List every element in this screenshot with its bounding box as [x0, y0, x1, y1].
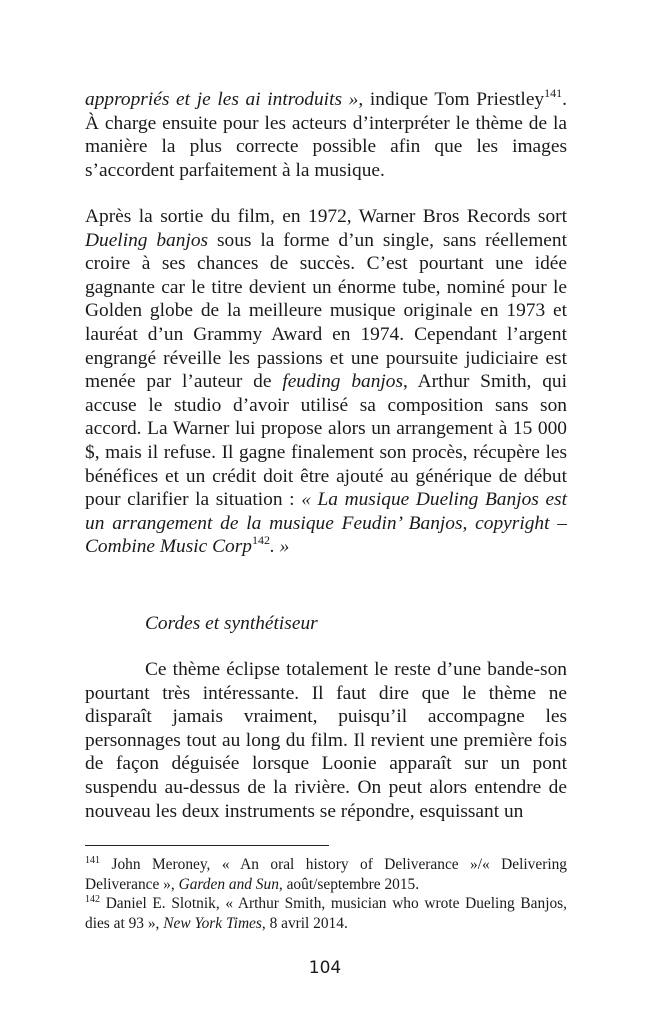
footnote-text-b: , 8 avril 2014.	[261, 914, 348, 932]
footnote-source: Garden and Sun	[178, 875, 279, 893]
page-number: 104	[308, 958, 342, 978]
paragraph-2-text-a: Après la sortie du film, en 1972, Warner Bros Records sort	[85, 206, 567, 227]
footnote-source: New York Times	[163, 914, 262, 932]
credit-quote-close: . »	[269, 536, 290, 558]
footnote-ref-141[interactable]: 141	[544, 86, 563, 100]
paragraph-1	[85, 88, 567, 182]
footnote-number: 141	[85, 855, 100, 866]
paragraph-2	[85, 205, 567, 559]
paragraph-3-text: Ce thème éclipse totalement le reste d’une bande-son pourtant très intéressante. Il faut dire que le thème ne disparaît jamais vraiment, puisqu’il accompagne les personnages tout au long du film. Il revient une première fois de façon déguisée lorsque Loonie apparaît sur un pont suspendu au-dessus de la rivière. On peut alors entendre de nouveau les deux instruments se répondre, esquissant un	[85, 659, 567, 822]
footnote-text-a: John Meroney, « An oral history of Deliverance »/« Delivering Deliverance »,	[85, 856, 567, 893]
paragraph-1-text: . À charge ensuite pour les acteurs d’interpréter le thème de la manière la plus correcte possible afin que les images s’accordent parfaitement à la musique.	[85, 89, 567, 181]
footnote-number: 142	[85, 894, 100, 905]
footnote-141	[85, 855, 567, 894]
subheading-text: Cordes et synthétiseur	[145, 613, 318, 634]
footnote-text-b: , août/septembre 2015.	[278, 875, 420, 893]
section-subheading	[85, 612, 567, 636]
footnote-text-a: Daniel E. Slotnik, « Arthur Smith, musician who wrote Dueling Banjos, dies at 93 »,	[85, 895, 567, 932]
work-title-dueling-banjos: Dueling banjos	[85, 229, 209, 251]
paragraph-3	[85, 658, 567, 823]
work-title-feuding-banjos: feuding banjos	[282, 371, 404, 393]
credit-quote: « La musique Dueling Banjos est un arrangement de la musique Feudin’ Banjos, copyright – Combine Music Corp	[85, 489, 567, 558]
quote-fragment: appropriés et je les ai introduits »	[85, 89, 359, 110]
attribution-text: , indique Tom Priestley	[358, 89, 545, 110]
paragraph-2-text-b: sous la forme d’un single, sans réellement croire à ses chances de succès. C’est pourtant une idée gagnante car le titre devient un énorme tube, nominé pour le Golden globe de la meilleure musique originale en 1973 et lauréat d’un Grammy Award en 1974. Cependant l’argent engrangé réveille les passions et une poursuite judiciaire est menée par l’auteur de	[85, 229, 567, 393]
paragraph-2-text-c: , Arthur Smith, qui accuse le studio d’avoir utilisé sa composition sans son accord. La Warner lui propose alors un arrangement à 15 000 $, mais il refuse. Il gagne finalement son procès, récupère les bénéfices et un crédit doit être ajouté au générique de début pour clarifier la situation :	[85, 371, 567, 511]
footnote-ref-142[interactable]: 142	[251, 533, 270, 548]
footnote-separator	[85, 845, 329, 846]
footnote-142	[85, 894, 567, 933]
